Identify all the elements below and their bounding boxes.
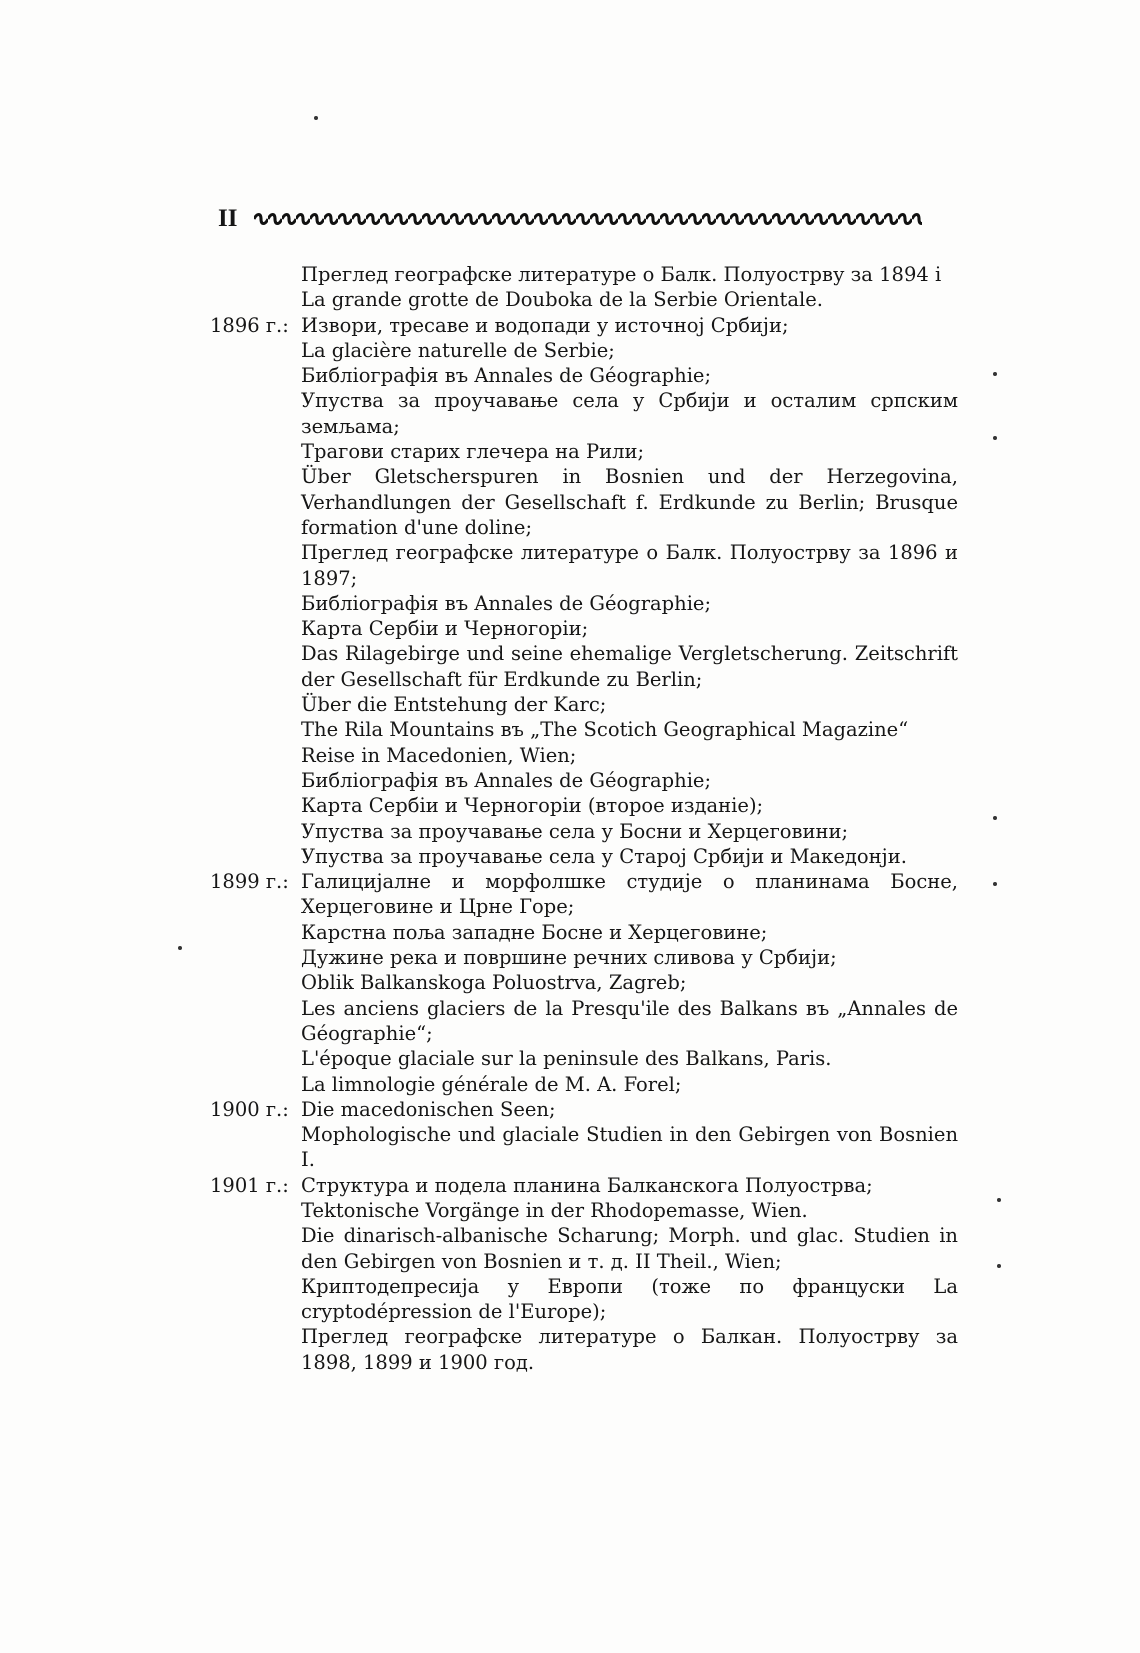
year-label	[210, 262, 301, 313]
bibliography-list	[210, 262, 958, 1375]
publication-entry: Reise in Macedonien, Wien;	[301, 743, 577, 767]
publication-entry: Карта Сербіи и Черногоріи;	[301, 617, 589, 641]
year-group	[210, 262, 958, 313]
publication-entry: Die macedonischen Seen;	[301, 1097, 556, 1121]
year-label: 1899 г.:	[210, 870, 289, 894]
publication-entry: Преглед географске литературе о Балкан. Полуострву за 1898, 1899 и 1900 год.	[301, 1325, 958, 1374]
publication-entry: L'époque glaciale sur la peninsule des Balkans, Paris.	[301, 1047, 832, 1071]
publication-list	[301, 869, 958, 1097]
year-label: 1900 г.:	[210, 1097, 289, 1121]
year-group	[210, 313, 958, 870]
decorative-border	[254, 212, 922, 226]
year-label: 1896 г.:	[210, 313, 289, 337]
publication-entry: Über Gletscherspuren in Bosnien und der Herzegovina, Verhandlungen der Gesellschaft f. Erdkunde zu Berlin; Brusque formation d'une doline;	[301, 465, 958, 539]
publication-entry: La limnologie générale de M. A. Forel;	[301, 1072, 682, 1096]
publication-entry: Über die Entstehung der Karc;	[301, 693, 607, 717]
publication-entry: Les anciens glaciers de la Presqu'ile des Balkans въ „Annales de Géographie“;	[301, 996, 958, 1045]
publication-entry: Die dinarisch-albanische Scharung; Morph. und glac. Studien in den Gebirgen von Bosnien и т. д. II Theil., Wien;	[301, 1224, 958, 1273]
publication-entry: The Rila Mountains въ „The Scotich Geographical Magazine“	[301, 718, 909, 742]
print-speck	[993, 436, 997, 440]
publication-entry: Библіографія въ Annales de Géographie;	[301, 768, 712, 792]
publication-list	[301, 1097, 958, 1173]
page-number: II	[218, 205, 238, 232]
publication-list	[301, 1173, 958, 1375]
year-group	[210, 1097, 958, 1173]
print-speck	[314, 116, 318, 120]
publication-entry: Структура и подела планина Балканскога Полуострва;	[301, 1173, 873, 1197]
publication-entry: Карта Сербіи и Черногоріи (второе изданіе);	[301, 794, 764, 818]
print-speck	[178, 946, 182, 950]
publication-entry: La glacière naturelle de Serbie;	[301, 338, 615, 362]
publication-entry: Криптодепресија у Европи (тоже по француски La cryptodépression de l'Europe);	[301, 1274, 958, 1324]
publication-entry: Преглед географске литературе о Балк. Полуострву за 1894 і	[301, 263, 942, 286]
publication-entry: Извори, тресаве и водопади у источној Србији;	[301, 313, 789, 337]
publication-entry: Упуства за проучавање села у Босни и Херцеговини;	[301, 819, 849, 843]
publication-entry: Упуства за проучавање села у Старој Србији и Македонји.	[301, 844, 907, 868]
publication-entry: Tektonische Vorgänge in der Rhodopemasse, Wien.	[301, 1198, 808, 1222]
publication-entry: Das Rilagebirge und seine ehemalige Vergletscherung. Zeitschrift der Gesellschaft für Erdkunde zu Berlin;	[301, 642, 958, 691]
publication-entry: Карстна поља западне Босне и Херцеговине;	[301, 920, 768, 944]
publication-list	[301, 262, 958, 313]
publication-list	[301, 313, 958, 870]
print-speck	[993, 882, 997, 886]
publication-entry: La grande grotte de Douboka de la Serbie Orientale.	[301, 288, 823, 312]
print-speck	[997, 1198, 1001, 1202]
year-group	[210, 1173, 958, 1375]
page-header	[218, 204, 958, 234]
print-speck	[993, 816, 997, 820]
publication-entry: Галицијалне и морфолшке студије о планинама Босне, Херцеговине и Црне Горе;	[301, 870, 958, 919]
print-speck	[997, 1264, 1001, 1268]
publication-entry: Библіографія въ Annales de Géographie;	[301, 591, 712, 615]
print-speck	[993, 372, 997, 376]
publication-entry: Oblik Balkanskoga Poluostrva, Zagreb;	[301, 971, 687, 995]
publication-entry: Дужине река и површине речних сливова у Србији;	[301, 946, 837, 970]
publication-entry: Преглед географске литературе о Балк. Полуострву за 1896 и 1897;	[301, 541, 958, 590]
publication-entry: Mophologische und glaciale Studien in den Gebirgen von Bosnien I.	[301, 1123, 958, 1172]
publication-entry: Трагови старих глечера на Рили;	[301, 440, 645, 464]
publication-entry: Упуства за проучавање села у Србији и осталим српским земљама;	[301, 389, 958, 438]
year-group	[210, 869, 958, 1097]
year-label: 1901 г.:	[210, 1173, 289, 1197]
publication-entry: Библіографія въ Annales de Géographie;	[301, 364, 712, 388]
